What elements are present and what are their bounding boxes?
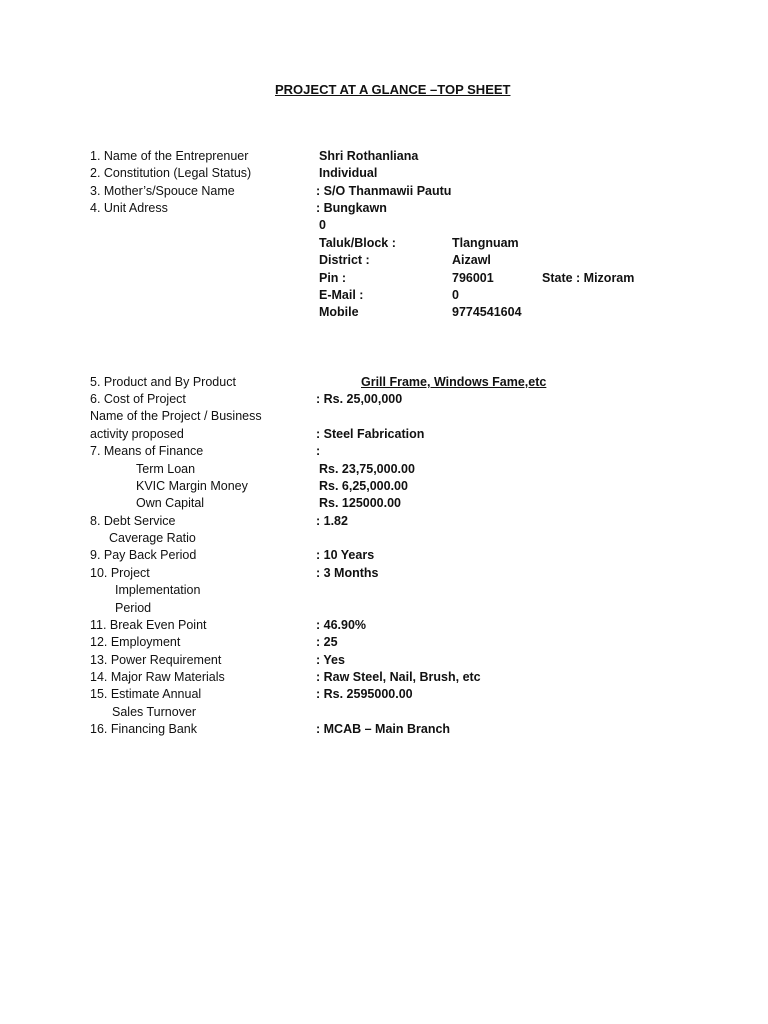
debt-label-1: 8. Debt Service (90, 514, 176, 528)
own-capital-label: Own Capital (136, 496, 205, 510)
state-value: State : Mizoram (542, 271, 635, 285)
raw-materials-label: 14. Major Raw Materials (90, 670, 225, 684)
product-value: Grill Frame, Windows Fame,etc (361, 375, 547, 389)
unit-address-label: 4. Unit Adress (90, 201, 168, 215)
kvic-value: Rs. 6,25,000.00 (319, 479, 408, 493)
mobile-value: 9774541604 (452, 305, 522, 319)
district-value: Aizawl (452, 253, 491, 267)
implementation-value: : 3 Months (316, 566, 379, 580)
power-label: 13. Power Requirement (90, 653, 222, 667)
implementation-label-2: Implementation (115, 583, 201, 597)
unit-address-value: : Bungkawn (316, 201, 387, 215)
cost-value: : Rs. 25,00,000 (316, 392, 403, 406)
employment-label: 12. Employment (90, 635, 181, 649)
own-capital-value: Rs. 125000.00 (319, 496, 402, 510)
spouse-value: : S/O Thanmawii Pautu (316, 184, 452, 198)
email-label: E-Mail : (319, 288, 364, 302)
break-even-value: : 46.90% (316, 618, 367, 632)
implementation-label-3: Period (115, 601, 152, 615)
product-label: 5. Product and By Product (90, 375, 236, 389)
entrepreneur-label: 1. Name of the Entreprenuer (90, 149, 249, 163)
kvic-label: KVIC Margin Money (136, 479, 248, 493)
email-value: 0 (452, 288, 459, 302)
entrepreneur-value: Shri Rothanliana (319, 149, 419, 163)
break-even-label: 11. Break Even Point (90, 618, 207, 632)
constitution-value: Individual (319, 166, 378, 180)
spouse-label: 3. Mother’s/Spouce Name (90, 184, 235, 198)
mobile-label: Mobile (319, 305, 359, 319)
pin-value: 796001 (452, 271, 494, 285)
raw-materials-value: : Raw Steel, Nail, Brush, etc (316, 670, 481, 684)
finance-label: 7. Means of Finance (90, 444, 204, 458)
cost-label: 6. Cost of Project (90, 392, 186, 406)
bank-label: 16. Financing Bank (90, 722, 198, 736)
pin-label: Pin : (319, 271, 347, 285)
debt-label-2: Caverage Ratio (109, 531, 196, 545)
implementation-label-1: 10. Project (90, 566, 150, 580)
activity-label-2: activity proposed (90, 427, 184, 441)
term-loan-value: Rs. 23,75,000.00 (319, 462, 415, 476)
page-title: PROJECT AT A GLANCE –TOP SHEET (275, 82, 511, 97)
finance-colon: : (316, 444, 321, 458)
activity-value: : Steel Fabrication (316, 427, 425, 441)
turnover-label-2: Sales Turnover (112, 705, 197, 719)
employment-value: : 25 (316, 635, 338, 649)
unit-address-line2: 0 (319, 218, 326, 232)
district-label: District : (319, 253, 370, 267)
taluk-value: Tlangnuam (452, 236, 519, 250)
activity-label-1: Name of the Project / Business (90, 409, 262, 423)
turnover-label-1: 15. Estimate Annual (90, 687, 202, 701)
power-value: : Yes (316, 653, 345, 667)
term-loan-label: Term Loan (136, 462, 196, 476)
payback-value: : 10 Years (316, 548, 375, 562)
debt-value: : 1.82 (316, 514, 348, 528)
turnover-value: : Rs. 2595000.00 (316, 687, 413, 701)
payback-label: 9. Pay Back Period (90, 548, 197, 562)
taluk-label: Taluk/Block : (319, 236, 396, 250)
constitution-label: 2. Constitution (Legal Status) (90, 166, 252, 180)
bank-value: : MCAB – Main Branch (316, 722, 451, 736)
